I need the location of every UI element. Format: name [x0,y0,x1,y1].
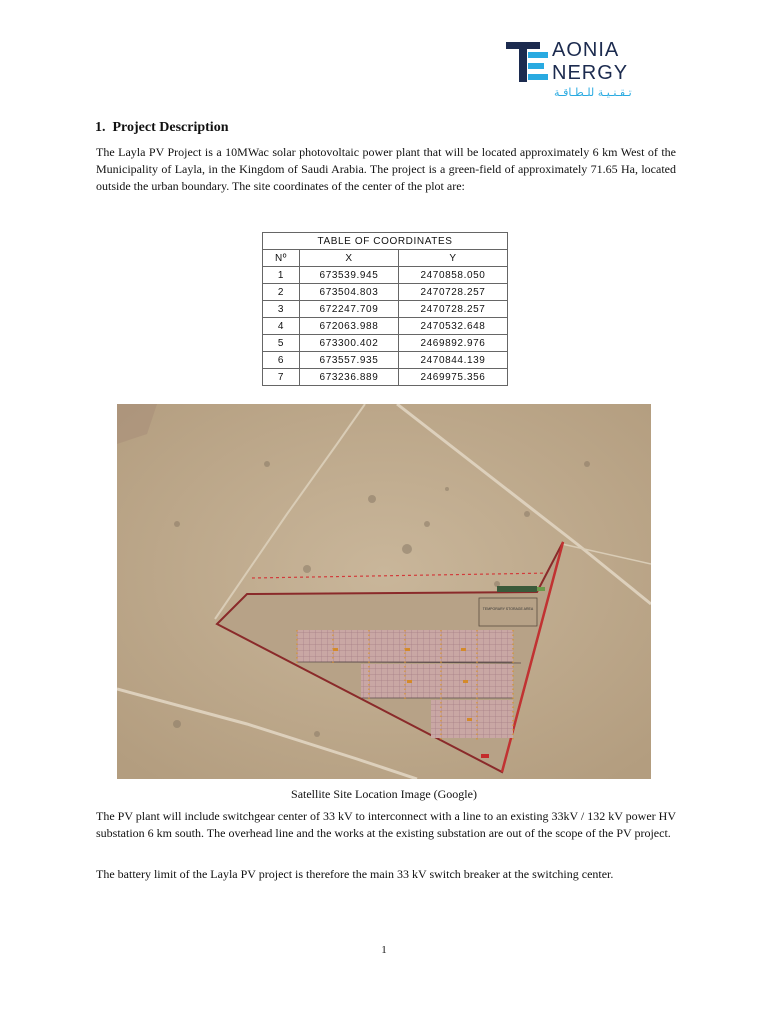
coordinates-table [262,232,508,386]
logo-word-2: NERGY [552,62,629,84]
table-cell: 2469975.356 [398,369,507,386]
logo-word-1: AONIA [552,39,620,61]
table-row [263,301,508,318]
intro-paragraph: The Layla PV Project is a 10MWac solar photovoltaic power plant that will be located approximately 6 km West of the Municipality of Layla, in the Kingdom of Saudi Arabia. The project is a green-field of approximately 71.65 Ha, located outside the urban boundary. The site coordinates of the center of the plot are: [96,145,676,193]
table-cell: 4 [263,318,300,335]
table-cell: 2470728.257 [398,301,507,318]
section-heading [95,120,228,136]
table-row [263,335,508,352]
table-cell: 2470844.139 [398,352,507,369]
table-cell: 1 [263,267,300,284]
satellite-site-image [117,404,651,779]
table-cell: 673236.889 [300,369,399,386]
table-cell: 2470858.050 [398,267,507,284]
table-cell: 673504.803 [300,284,399,301]
company-logo [506,38,666,102]
table-row [263,267,508,284]
table-row [263,352,508,369]
table-cell: 2 [263,284,300,301]
table-row [263,369,508,386]
section-number: 1. [95,120,106,135]
section-title: Project Description [112,120,229,135]
table-cell: 672247.709 [300,301,399,318]
storage-area-label: TEMPORARY STORAGE AREA [482,607,534,611]
table-cell: 2469892.976 [398,335,507,352]
table-title: TABLE OF COORDINATES [263,233,508,250]
switchgear-paragraph: The PV plant will include switchgear center of 33 kV to interconnect with a line to an existing 33kV / 132 kV power HV substation 6 km south. The overhead line and the works at the existing substation are out of the scope of the PV project. [96,809,676,840]
table-cell: 673539.945 [300,267,399,284]
logo-arabic: تـقـنـيـة للـطـاقـة [554,86,632,99]
table-cell: 3 [263,301,300,318]
table-cell: 5 [263,335,300,352]
table-row [263,284,508,301]
table-cell: 673557.935 [300,352,399,369]
table-row [263,318,508,335]
battery-limit-paragraph: The battery limit of the Layla PV project is therefore the main 33 kV switch breaker at the switching center. [96,867,614,881]
table-cell: 673300.402 [300,335,399,352]
table-cell: 7 [263,369,300,386]
table-cell: 2470532.648 [398,318,507,335]
image-caption: Satellite Site Location Image (Google) [291,787,477,801]
table-cell: 6 [263,352,300,369]
page-number: 1 [381,944,387,956]
logo-e-mark [528,42,550,82]
table-cell: 2470728.257 [398,284,507,301]
table-header: Nº [263,250,300,267]
table-header: X [300,250,399,267]
table-header: Y [398,250,507,267]
table-cell: 672063.988 [300,318,399,335]
